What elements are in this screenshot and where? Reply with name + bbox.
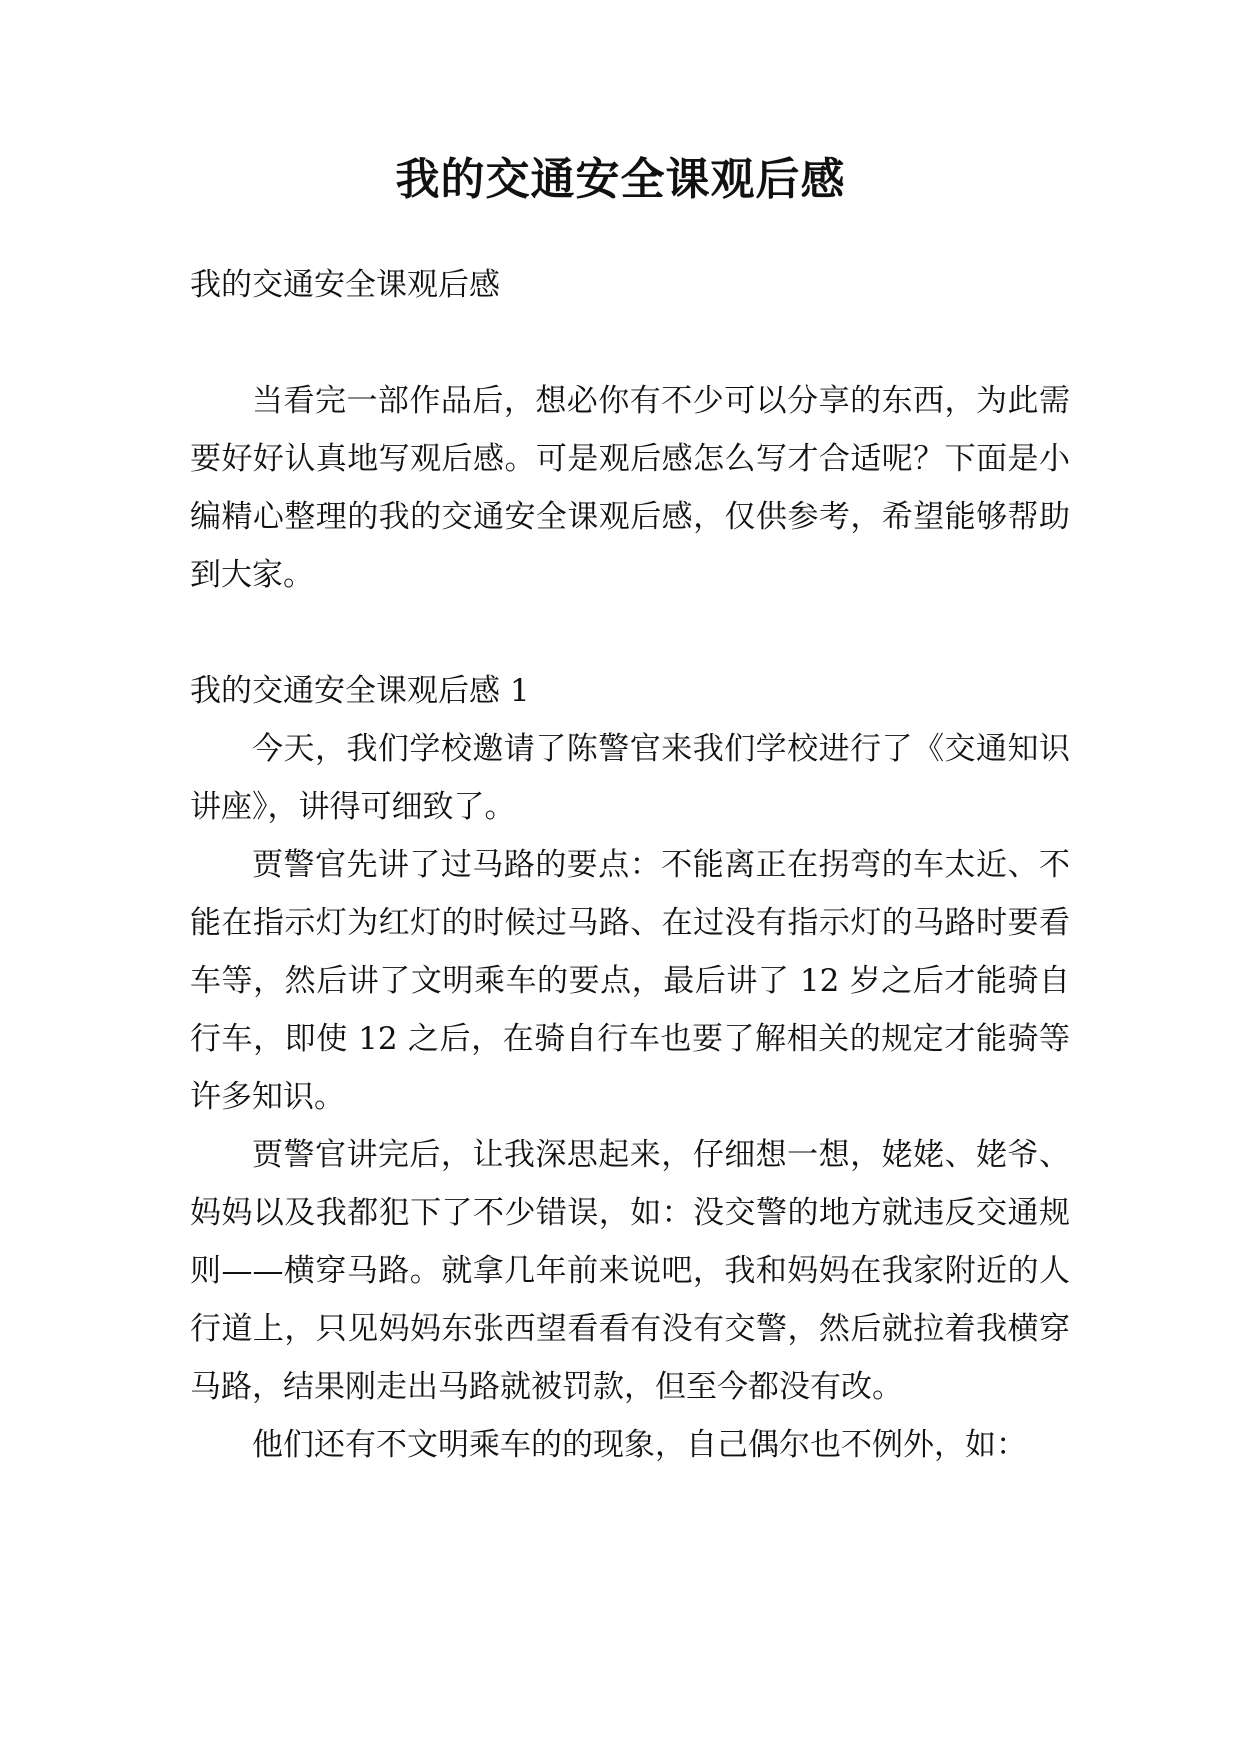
body-paragraph: 贾警官讲完后，让我深思起来，仔细想一想，姥姥、姥爷、妈妈以及我都犯下了不少错误，如：没交警的地方就违反交通规则——横穿马路。就拿几年前来说吧，我和妈妈在我家附近的人行道上，只见妈妈东张西望看看有没有交警，然后就拉着我横穿马路，结果刚走出马路就被罚款，但至今都没有改。 (190, 1137, 1070, 1405)
body-paragraph: 今天，我们学校邀请了陈警官来我们学校进行了《交通知识讲座》，讲得可细致了。 (190, 731, 1070, 825)
document-body (190, 256, 1070, 1474)
body-paragraph: 贾警官先讲了过马路的要点：不能离正在拐弯的车太近、不能在指示灯为红灯的时候过马路、在过没有指示灯的马路时要看车等，然后讲了文明乘车的要点，最后讲了 12 岁之后才能骑自行车，即使 12 之后，在骑自行车也要了解相关的规定才能骑等许多知识。 (190, 847, 1070, 1115)
document-subtitle: 我的交通安全课观后感 (190, 267, 500, 303)
body-paragraph: 他们还有不文明乘车的的现象，自己偶尔也不例外，如： (252, 1427, 1027, 1463)
intro-paragraph: 当看完一部作品后，想必你有不少可以分享的东西，为此需要好好认真地写观后感。可是观后感怎么写才合适呢？下面是小编精心整理的我的交通安全课观后感，仅供参考，希望能够帮助到大家。 (190, 383, 1070, 593)
section-heading: 我的交通安全课观后感 1 (190, 673, 530, 709)
document-title: 我的交通安全课观后感 (395, 154, 846, 205)
